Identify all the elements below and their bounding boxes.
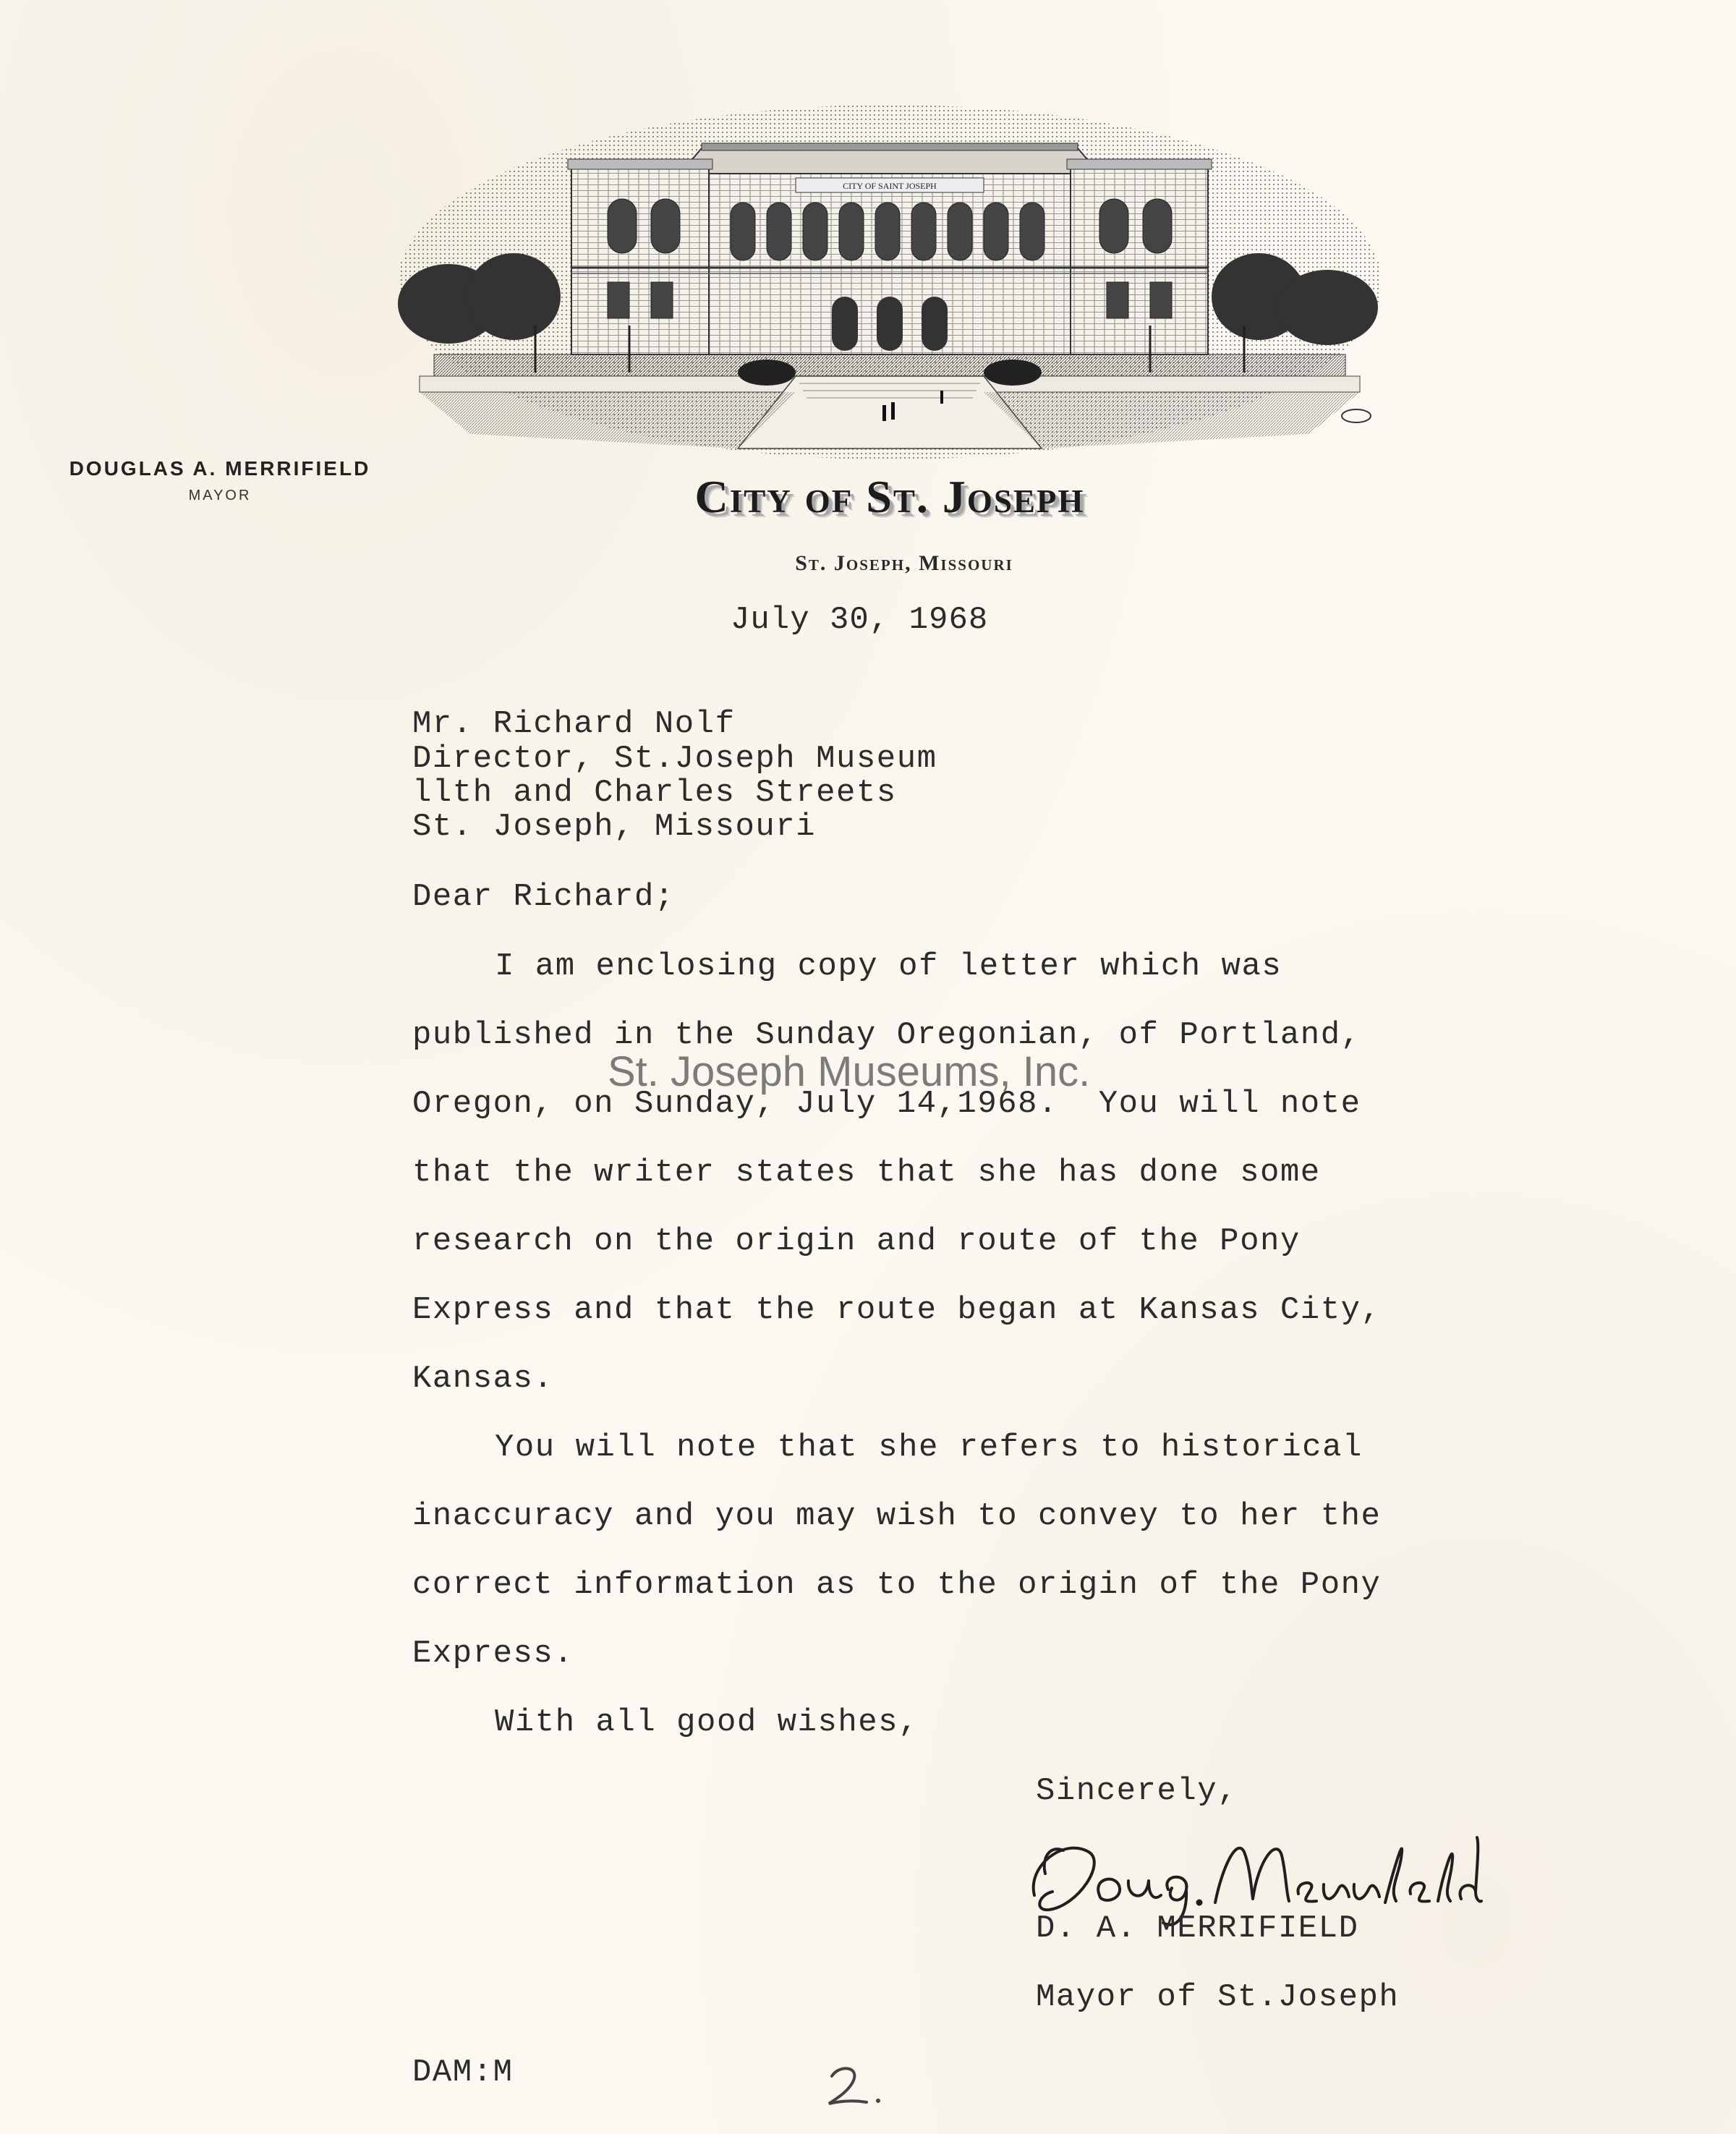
handwritten-page-number [816, 2060, 903, 2111]
building-inscription: CITY OF SAINT JOSEPH [843, 181, 937, 191]
recipient-line: Mr. Richard Nolf [412, 706, 736, 742]
closing: Sincerely, [1036, 1773, 1238, 1809]
city-subtitle: St. Joseph, Missouri [795, 551, 1013, 575]
body-line: You will note that she refers to historical [495, 1429, 1363, 1466]
city-hall-engraving [391, 87, 1389, 463]
city-title: City of St. Joseph [694, 471, 1085, 522]
body-line: published in the Sunday Oregonian, of Portland, [412, 1017, 1361, 1053]
mayor-name: DOUGLAS A. MERRIFIELD [69, 457, 371, 480]
mayor-title: MAYOR [188, 488, 252, 503]
body-line: research on the origin and route of the Pony [412, 1223, 1301, 1259]
body-line: inaccuracy and you may wish to convey to her the [412, 1498, 1382, 1534]
body-line: correct information as to the origin of the Pony [412, 1567, 1382, 1603]
body-line: Express. [412, 1636, 574, 1672]
reference-initials: DAM:M [412, 2054, 514, 2091]
letter-date: July 30, 1968 [731, 602, 989, 638]
signer-title: Mayor of St.Joseph [1036, 1979, 1400, 2015]
body-line: I am enclosing copy of letter which was [495, 948, 1282, 985]
body-line: With all good wishes, [495, 1704, 919, 1740]
body-line: that the writer states that she has done some [412, 1155, 1321, 1191]
body-line: Express and that the route began at Kansas City, [412, 1292, 1382, 1328]
salutation: Dear Richard; [412, 879, 675, 915]
recipient-line: llth and Charles Streets [412, 775, 897, 811]
body-line: Kansas. [412, 1361, 554, 1397]
body-line: Oregon, on Sunday, July 14,1968. You will note [412, 1086, 1361, 1122]
recipient-line: St. Joseph, Missouri [412, 809, 817, 845]
signer-name: D. A. MERRIFIELD [1036, 1910, 1359, 1947]
archive-watermark: St. Joseph Museums, Inc. [608, 1048, 1091, 1095]
recipient-line: Director, St.Joseph Museum [412, 741, 937, 777]
